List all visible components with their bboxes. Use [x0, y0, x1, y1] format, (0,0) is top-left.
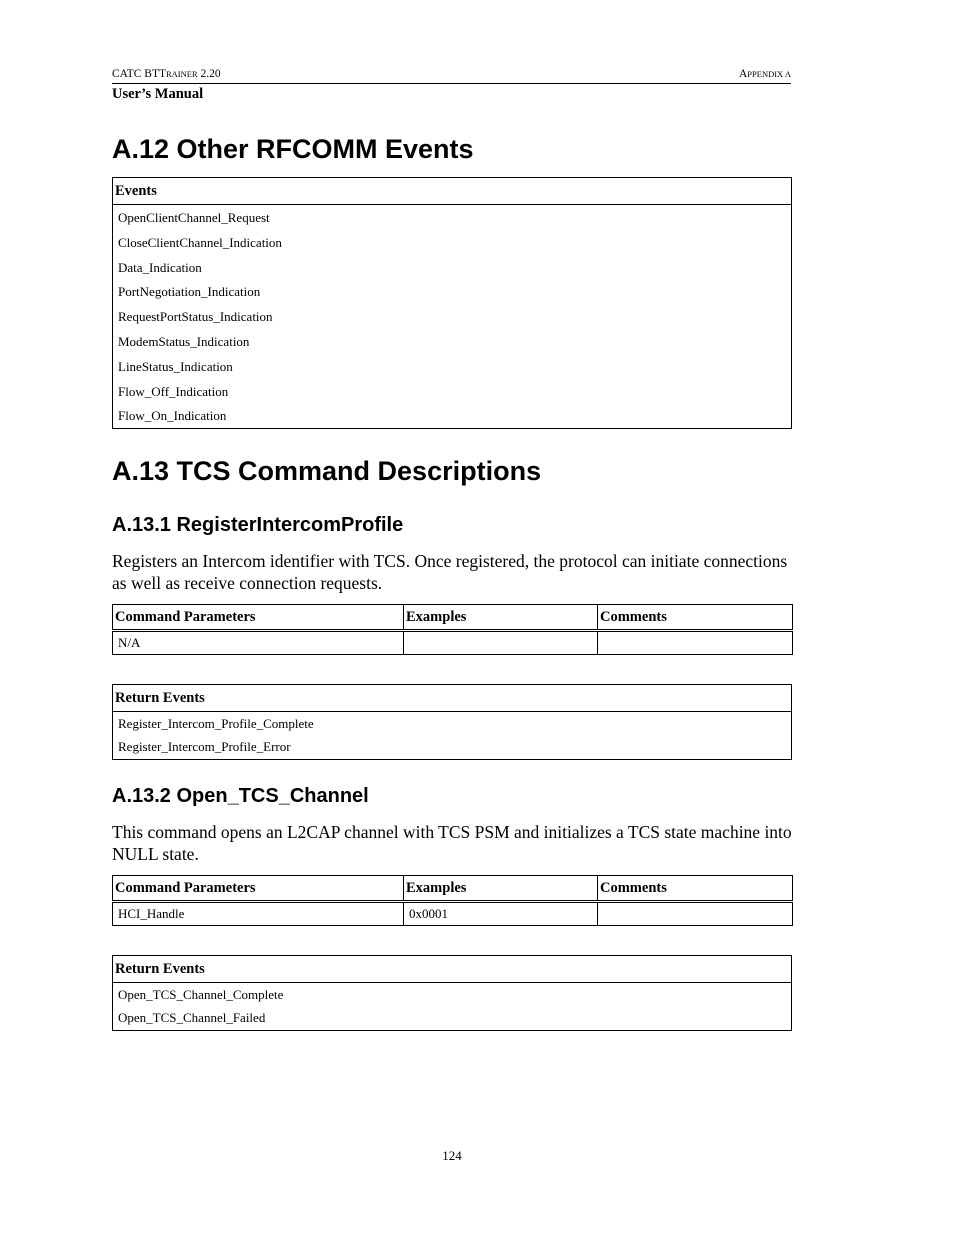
cell-parameter: HCI_Handle	[113, 902, 404, 926]
header-appendix-letter: A	[783, 69, 791, 79]
list-item: LineStatus_Indication	[118, 358, 233, 374]
page-number: 124	[442, 1148, 462, 1163]
list-item: RequestPortStatus_Indication	[118, 309, 273, 325]
subsection-title-a13-1: A.13.1 RegisterIntercomProfile	[112, 514, 404, 536]
list-item: PortNegotiation_Indication	[118, 284, 261, 300]
table-row	[113, 631, 793, 655]
list-item: OpenClientChannel_Request	[118, 210, 270, 225]
header-appendix	[739, 68, 791, 80]
return-events-header: Return Events	[113, 685, 791, 712]
list-item: Flow_Off_Indication	[118, 383, 229, 399]
command-parameters-table-a13-2	[112, 875, 793, 926]
list-item: ModemStatus_Indication	[118, 333, 250, 349]
cell-comment	[598, 631, 793, 655]
list-item: Data_Indication	[118, 259, 202, 275]
column-header-examples: Examples	[404, 605, 598, 631]
cell-parameter: N/A	[113, 631, 404, 655]
header-product-smallcaps: RAINER	[166, 69, 198, 79]
cell-example	[404, 631, 598, 655]
column-header-comments: Comments	[598, 876, 793, 902]
subsection-description-a13-2: This command opens an L2CAP channel with TCS PSM and initializes a TCS state machine into NULL state.	[112, 822, 792, 864]
return-events-table-a13-2	[112, 955, 792, 1031]
table-row	[113, 902, 793, 926]
header-appendix-rest: PPENDIX	[747, 69, 784, 79]
return-events-header: Return Events	[113, 956, 791, 983]
cell-example: 0x0001	[404, 902, 598, 926]
command-parameters-table-a13-1	[112, 604, 793, 655]
list-item: CloseClientChannel_Indication	[118, 234, 282, 250]
subsection-description-a13-1: Registers an Intercom identifier with TCS. Once registered, the protocol can initiate connections as well as receive connection requests.	[112, 551, 788, 593]
header-product	[112, 68, 221, 80]
header-appendix-initial: A	[738, 68, 748, 80]
events-table-header: Events	[113, 178, 791, 205]
cell-comment	[598, 902, 793, 926]
list-item: Register_Intercom_Profile_Complete	[118, 716, 314, 731]
list-item: Open_TCS_Channel_Failed	[118, 1010, 266, 1025]
subsection-title-a13-2: A.13.2 Open_TCS_Channel	[112, 785, 369, 807]
section-title-a12: A.12 Other RFCOMM Events	[112, 134, 474, 164]
page-header	[112, 66, 791, 84]
list-item: Open_TCS_Channel_Complete	[118, 987, 284, 1002]
column-header-command-parameters: Command Parameters	[113, 876, 404, 902]
list-item: Flow_On_Indication	[118, 408, 227, 424]
events-table	[112, 177, 792, 429]
column-header-command-parameters: Command Parameters	[113, 605, 404, 631]
table-header-row	[113, 876, 793, 902]
return-events-table-a13-1	[112, 684, 792, 760]
list-item: Register_Intercom_Profile_Error	[118, 739, 291, 754]
table-header-row	[113, 605, 793, 631]
column-header-examples: Examples	[404, 876, 598, 902]
manual-label: User’s Manual	[112, 86, 204, 102]
header-product-prefix: CATC BTT	[112, 68, 166, 80]
column-header-comments: Comments	[598, 605, 793, 631]
section-title-a13: A.13 TCS Command Descriptions	[112, 456, 542, 486]
header-product-version: 2.20	[197, 68, 221, 80]
